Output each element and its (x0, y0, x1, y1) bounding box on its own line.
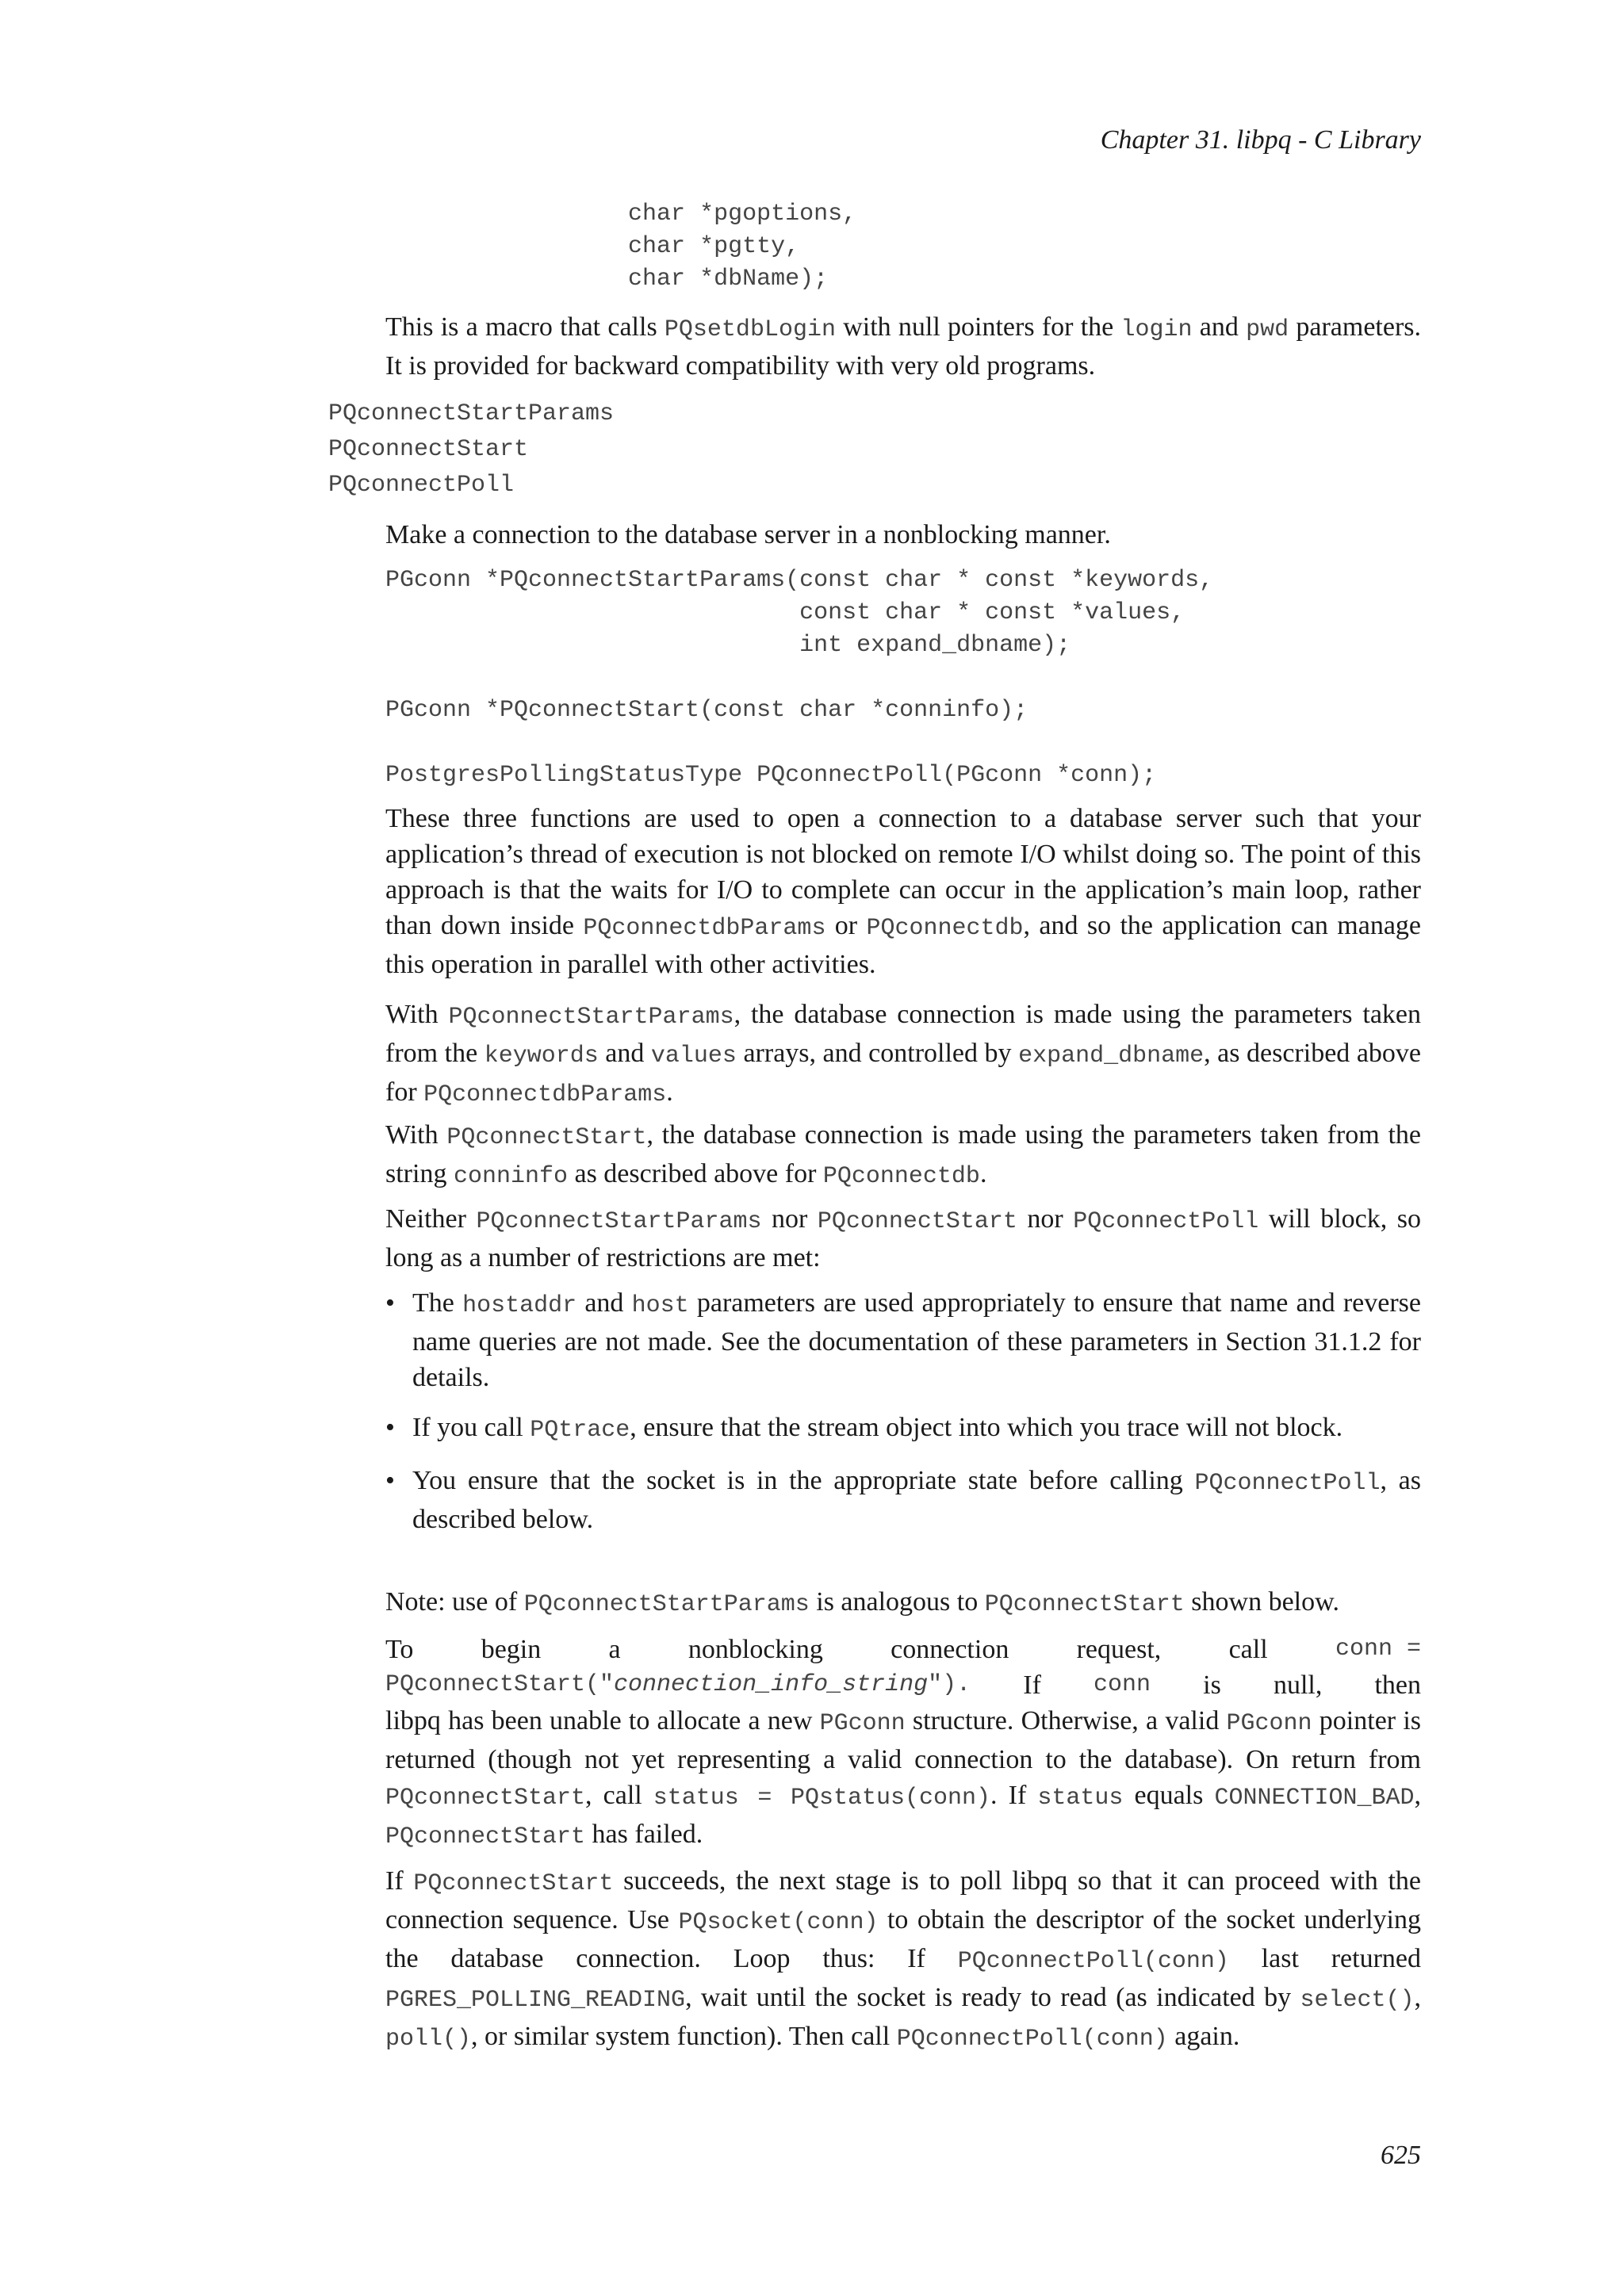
note-paragraph: Note: use of PQconnectStartParams is analogous to PQconnectStart shown below. (385, 1587, 1339, 1618)
paragraph-three-functions: These three functions are used to open a connection to a database server such that your application’s thread of execution is not blocked on remote I/O whilst doing so. The point of this approach is that the waits for I/O to complete can occur in the application’s main loop, rather than down inside PQconnectdbParams or PQconnectdb, and so the application can manage this operation in parallel with other activities. (385, 804, 1422, 979)
list-item: • You ensure that the socket is in the appropriate state before calling PQconnectPoll, as described below. (385, 1463, 1421, 1537)
paragraph-with-startparams: With PQconnectStartParams, the database connection is made using the parameters taken from the keywords and values arrays, and controlled by expand_dbname, as described above for PQconnectdbParams. (385, 1000, 1422, 1108)
code-block-signatures: PGconn *PQconnectStartParams(const char * const *keywords, const char * const *values, int expand_dbname); PGconn *PQconnectStart(const char *conninfo); PostgresPollingStatusType PQconnectPoll(PGconn *conn); (385, 567, 1214, 789)
bullet-icon: • (385, 1466, 395, 1495)
list-item: • The hostaddr and host parameters are used appropriately to ensure that name and reverse name queries are not made. See the documentation of these parameters in Section 31.1.2 for details. (385, 1285, 1421, 1395)
line-1: To begin a nonblocking connection request, call conn = (385, 1635, 1421, 1664)
term-pqconnectstartparams: PQconnectStartParams (328, 400, 615, 427)
macro-paragraph: This is a macro that calls PQsetdbLogin with null pointers for the login and pwd parameters. It is provided for backward compatibility with very old programs. (385, 312, 1422, 381)
bullet-icon: • (385, 1288, 395, 1318)
paragraph-begin-connection: To begin a nonblocking connection request, call conn = PQconnectStart("connection_info_string"). If conn is null, then libpq has been unable to allocate a new PGconn structure. Otherwise, a valid PGconn pointer is returned (though not yet representing a valid connection to the database). On return from PQconnectStart, call status = PQstatus(conn). If status equals CONNECTION_BAD, PQconnectStart has failed. (385, 1632, 1421, 1855)
term-pqconnectstart: PQconnectStart (328, 436, 529, 463)
code-block-setdb-tail: char *pgoptions, char *pgtty, char *dbName); (628, 201, 857, 293)
intro-paragraph: Make a connection to the database server in a nonblocking manner. (385, 520, 1111, 549)
term-pqconnectpoll: PQconnectPoll (328, 472, 515, 499)
paragraph-neither: Neither PQconnectStartParams nor PQconnectStart nor PQconnectPoll will block, so long as a number of restrictions are met: (385, 1204, 1421, 1272)
bullet-icon: • (385, 1413, 395, 1442)
running-header: Chapter 31. libpq - C Library (1100, 125, 1421, 155)
paragraph-with-start: With PQconnectStart, the database connection is made using the parameters taken from the string conninfo as described above for PQconnectdb. (385, 1120, 1421, 1190)
list-item: • If you call PQtrace, ensure that the stream object into which you trace will not block. (385, 1410, 1421, 1448)
function-term-list (328, 396, 614, 503)
line-2: PQconnectStart("connection_info_string"). If conn is null, then (385, 1670, 1421, 1700)
page-number: 625 (1381, 2141, 1421, 2170)
paragraph-start-succeeds: If PQconnectStart succeeds, the next stage is to poll libpq so that it can proceed with the connection sequence. Use PQsocket(conn) to obtain the descriptor of the socket underlying the database connection. Loop thus: If PQconnectPoll(conn) last returned PGRES_POLLING_READING, wait until the socket is ready to read (as indicated by select(), poll(), or similar system function). Then call PQconnectPoll(conn) again. (385, 1866, 1421, 2053)
restrictions-list (385, 1285, 1421, 1537)
